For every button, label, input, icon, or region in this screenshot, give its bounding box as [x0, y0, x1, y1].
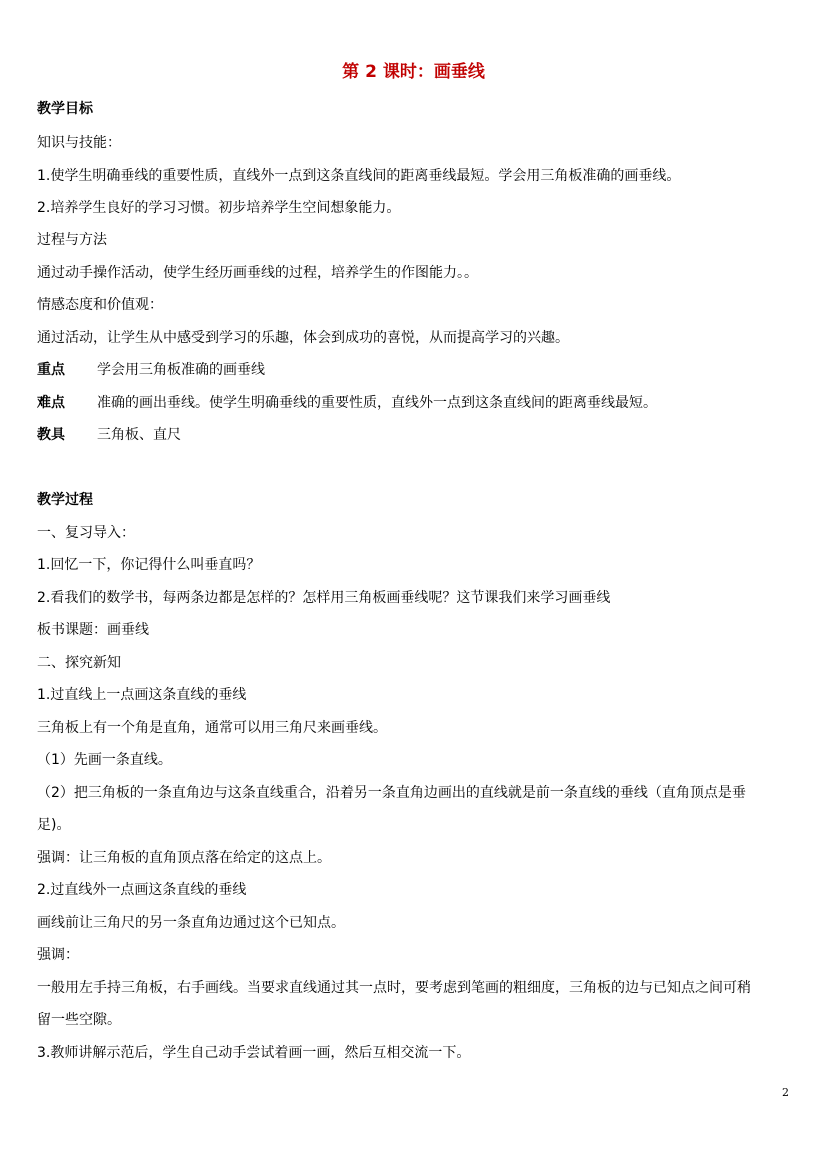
emphasis-2-label: 强调：: [37, 947, 79, 963]
tools-label: 教具: [37, 427, 65, 443]
explore-item-2a: 画线前让三角尺的另一条直角边通过这个已知点。: [37, 915, 345, 931]
explore-item-2: 2.过直线外一点画这条直线的垂线: [37, 882, 247, 898]
emphasis-1: 强调：让三角板的直角顶点落在给定的这点上。: [37, 850, 331, 866]
emotion-text: 通过活动，让学生从中感受到学习的乐趣，体会到成功的喜悦，从而提高学习的兴趣。: [37, 330, 569, 346]
knowledge-item-2: 2.培养学生良好的学习习惯。初步培养学生空间想象能力。: [37, 200, 401, 216]
board-title: 板书课题：画垂线: [37, 622, 149, 638]
review-item-2: 2.看我们的数学书，每两条边都是怎样的？怎样用三角板画垂线呢？这节课我们来学习画垂线: [37, 590, 611, 606]
knowledge-item-1: 1.使学生明确垂线的重要性质，直线外一点到这条直线间的距离垂线最短。学会用三角板准确的画垂线。: [37, 168, 681, 184]
difficulty-label: 难点: [37, 395, 65, 411]
emotion-label: 情感态度和价值观：: [37, 297, 163, 313]
review-item-1: 1.回忆一下，你记得什么叫垂直吗？: [37, 557, 261, 573]
emphasis-2-line2: 留一些空隙。: [37, 1012, 121, 1028]
tools-text: 三角板、直尺: [97, 427, 181, 443]
difficulty-text: 准确的画出垂线。使学生明确垂线的重要性质，直线外一点到这条直线间的距离垂线最短。: [97, 395, 657, 411]
explore-item-1: 1.过直线上一点画这条直线的垂线: [37, 687, 247, 703]
explore-item-1c-line2: 足)。: [37, 817, 71, 833]
explore-item-1b: （1）先画一条直线。: [37, 752, 172, 768]
page-number: 2: [782, 1086, 789, 1099]
emphasis-2-line1: 一般用左手持三角板，右手画线。当要求直线通过其一点时，要考虑到笔画的粗细度，三角板的边与已知点之间可稍: [37, 980, 751, 996]
process-text: 通过动手操作活动，使学生经历画垂线的过程，培养学生的作图能力。。: [37, 265, 478, 281]
objectives-heading: 教学目标: [37, 101, 93, 117]
knowledge-label: 知识与技能：: [37, 135, 121, 151]
page-title: 第 2 课时：画垂线: [342, 62, 485, 82]
difficulty-row: [37, 393, 790, 413]
explore-heading: 二、探究新知: [37, 655, 121, 671]
key-point-row: [37, 360, 790, 380]
process-label: 过程与方法: [37, 232, 107, 248]
explore-item-1c-line1: （2）把三角板的一条直角边与这条直线重合，沿着另一条直角边画出的直线就是前一条直线的垂线（直角顶点是垂: [37, 785, 746, 801]
review-heading: 一、复习导入：: [37, 525, 135, 541]
process-heading: 教学过程: [37, 492, 93, 508]
explore-item-1a: 三角板上有一个角是直角，通常可以用三角尺来画垂线。: [37, 720, 387, 736]
tools-row: [37, 425, 790, 445]
key-point-text: 学会用三角板准确的画垂线: [97, 362, 265, 378]
explore-item-3: 3.教师讲解示范后，学生自己动手尝试着画一画，然后互相交流一下。: [37, 1045, 471, 1061]
key-point-label: 重点: [37, 362, 65, 378]
